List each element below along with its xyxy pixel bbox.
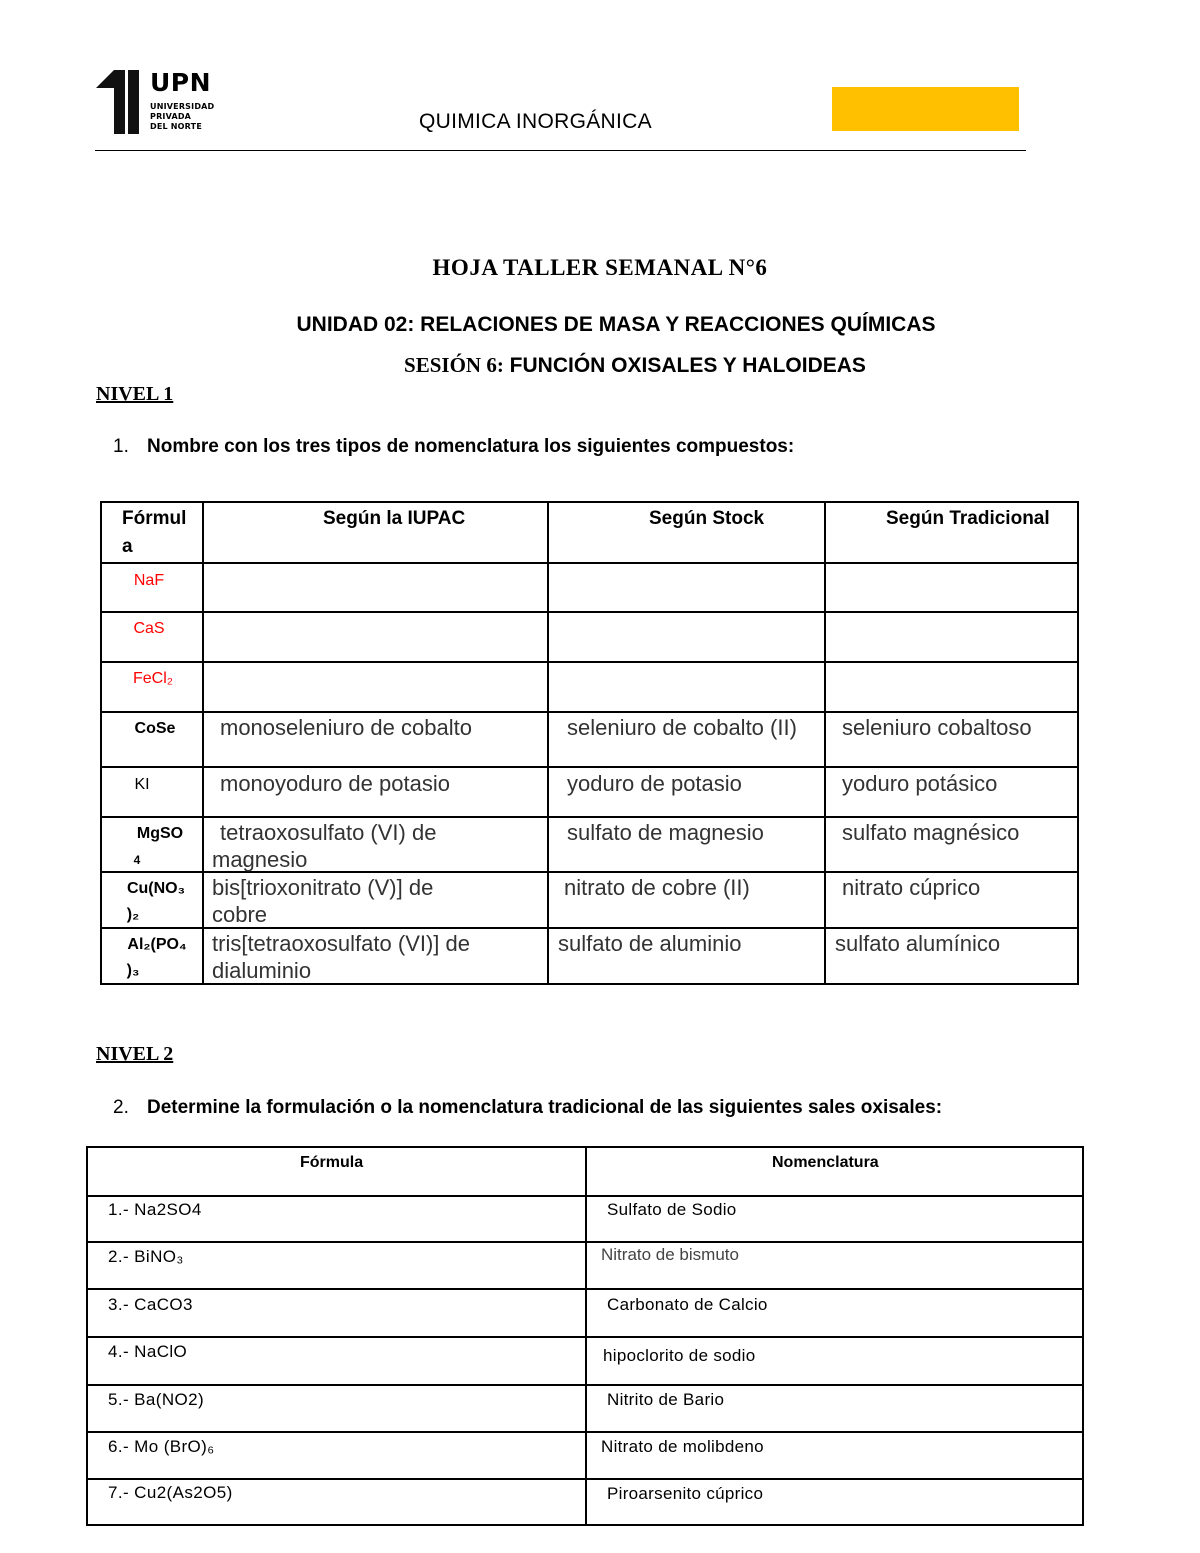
- formula-cell: Cu(NO₃: [126, 880, 186, 897]
- formula-cell: CaS: [133, 620, 165, 637]
- traditional-cell: sulfato alumínico: [835, 931, 1001, 956]
- stock-cell: nitrato de cobre (II): [564, 875, 750, 900]
- nomenclature-cell: Carbonato de Calcio: [607, 1295, 768, 1314]
- session-title: [0, 353, 1200, 378]
- nomenclature-cell: Nitrato de molibdeno: [601, 1437, 764, 1456]
- unit-title: UNIDAD 02: RELACIONES DE MASA Y REACCIONES QUÍMICAS: [296, 313, 936, 336]
- accent-box: [832, 87, 1019, 131]
- nomenclature-cell: Piroarsenito cúprico: [607, 1484, 764, 1503]
- formula-cell: 3.- CaCO3: [108, 1295, 193, 1314]
- formula-cell: MgSO: [136, 825, 184, 842]
- sheet-title: HOJA TALLER SEMANAL N°6: [432, 255, 768, 280]
- formula-cell: 1.- Na2SO4: [108, 1200, 202, 1219]
- formula-cell-cont: 4: [133, 853, 141, 867]
- nomenclature-cell: Nitrato de bismuto: [601, 1245, 739, 1264]
- formula-cell: FeCl₂: [133, 670, 173, 687]
- header-stock: Según Stock: [649, 508, 765, 529]
- iupac-cell: monoyoduro de potasio: [220, 771, 450, 796]
- logo-subtitle: PRIVADA: [150, 112, 192, 121]
- formula-cell-cont: )₃: [126, 962, 140, 979]
- iupac-cell-cont: dialuminio: [212, 958, 312, 983]
- oxisales-table: [86, 1146, 1084, 1526]
- iupac-cell-cont: cobre: [212, 902, 268, 927]
- question-number: 2.: [113, 1097, 129, 1118]
- formula-cell: 5.- Ba(NO2): [108, 1390, 205, 1409]
- nomenclature-table: [100, 501, 1079, 985]
- formula-cell-cont: )₂: [126, 906, 140, 923]
- traditional-cell: sulfato magnésico: [842, 820, 1020, 845]
- formula-cell: KI: [134, 776, 150, 793]
- traditional-cell: nitrato cúprico: [842, 875, 981, 900]
- header-formula-cont: a: [122, 536, 133, 557]
- header-formula: Fórmula: [300, 1154, 364, 1171]
- iupac-cell: tris[tetraoxosulfato (VI)] de: [212, 931, 470, 956]
- traditional-cell: yoduro potásico: [842, 771, 998, 796]
- stock-cell: seleniuro de cobalto (II): [567, 715, 797, 740]
- nomenclature-cell: hipoclorito de sodio: [603, 1346, 756, 1365]
- session-prefix: SESIÓN 6:: [404, 353, 504, 377]
- iupac-cell: monoseleniuro de cobalto: [220, 715, 472, 740]
- formula-cell: CoSe: [134, 720, 176, 737]
- question-text: Nombre con los tres tipos de nomenclatura los siguientes compuestos:: [147, 436, 795, 457]
- header-divider: [95, 150, 1026, 151]
- formula-cell: NaF: [133, 572, 165, 589]
- stock-cell: sulfato de aluminio: [558, 931, 742, 956]
- logo-subtitle: DEL NORTE: [150, 122, 203, 131]
- traditional-cell: seleniuro cobaltoso: [842, 715, 1032, 740]
- header-formula: Fórmul: [122, 508, 187, 529]
- formula-cell: Al₂(PO₄: [127, 936, 187, 953]
- logo-subtitle: UNIVERSIDAD: [150, 102, 215, 111]
- session-name: FUNCIÓN OXISALES Y HALOIDEAS: [503, 354, 866, 377]
- upn-logo: [94, 68, 215, 134]
- header-iupac: Según la IUPAC: [323, 508, 466, 529]
- formula-cell: 4.- NaClO: [108, 1342, 188, 1361]
- header-nomenclature: Nomenclatura: [772, 1154, 879, 1171]
- question-number: 1.: [113, 436, 129, 457]
- torch-icon: [94, 68, 148, 134]
- nivel-2-heading: NIVEL 2: [96, 1043, 174, 1065]
- formula-cell: 7.- Cu2(As2O5): [108, 1483, 233, 1502]
- formula-cell: 2.- BiNO₃: [108, 1247, 184, 1266]
- nomenclature-cell: Sulfato de Sodio: [607, 1200, 737, 1219]
- formula-cell: 6.- Mo (BrO)₆: [108, 1437, 215, 1456]
- nomenclature-cell: Nitrito de Bario: [607, 1390, 725, 1409]
- stock-cell: sulfato de magnesio: [567, 820, 764, 845]
- iupac-cell: tetraoxosulfato (VI) de: [220, 820, 437, 845]
- iupac-cell: bis[trioxonitrato (V)] de: [212, 875, 434, 900]
- question-text: Determine la formulación o la nomenclatura tradicional de las siguientes sales oxisales:: [147, 1097, 943, 1118]
- header-traditional: Según Tradicional: [886, 508, 1050, 529]
- logo-text: UPN: [150, 68, 212, 97]
- nivel-1-heading: NIVEL 1: [96, 383, 174, 405]
- iupac-cell-cont: magnesio: [212, 847, 308, 872]
- course-title: QUIMICA INORGÁNICA: [419, 110, 652, 133]
- stock-cell: yoduro de potasio: [567, 771, 742, 796]
